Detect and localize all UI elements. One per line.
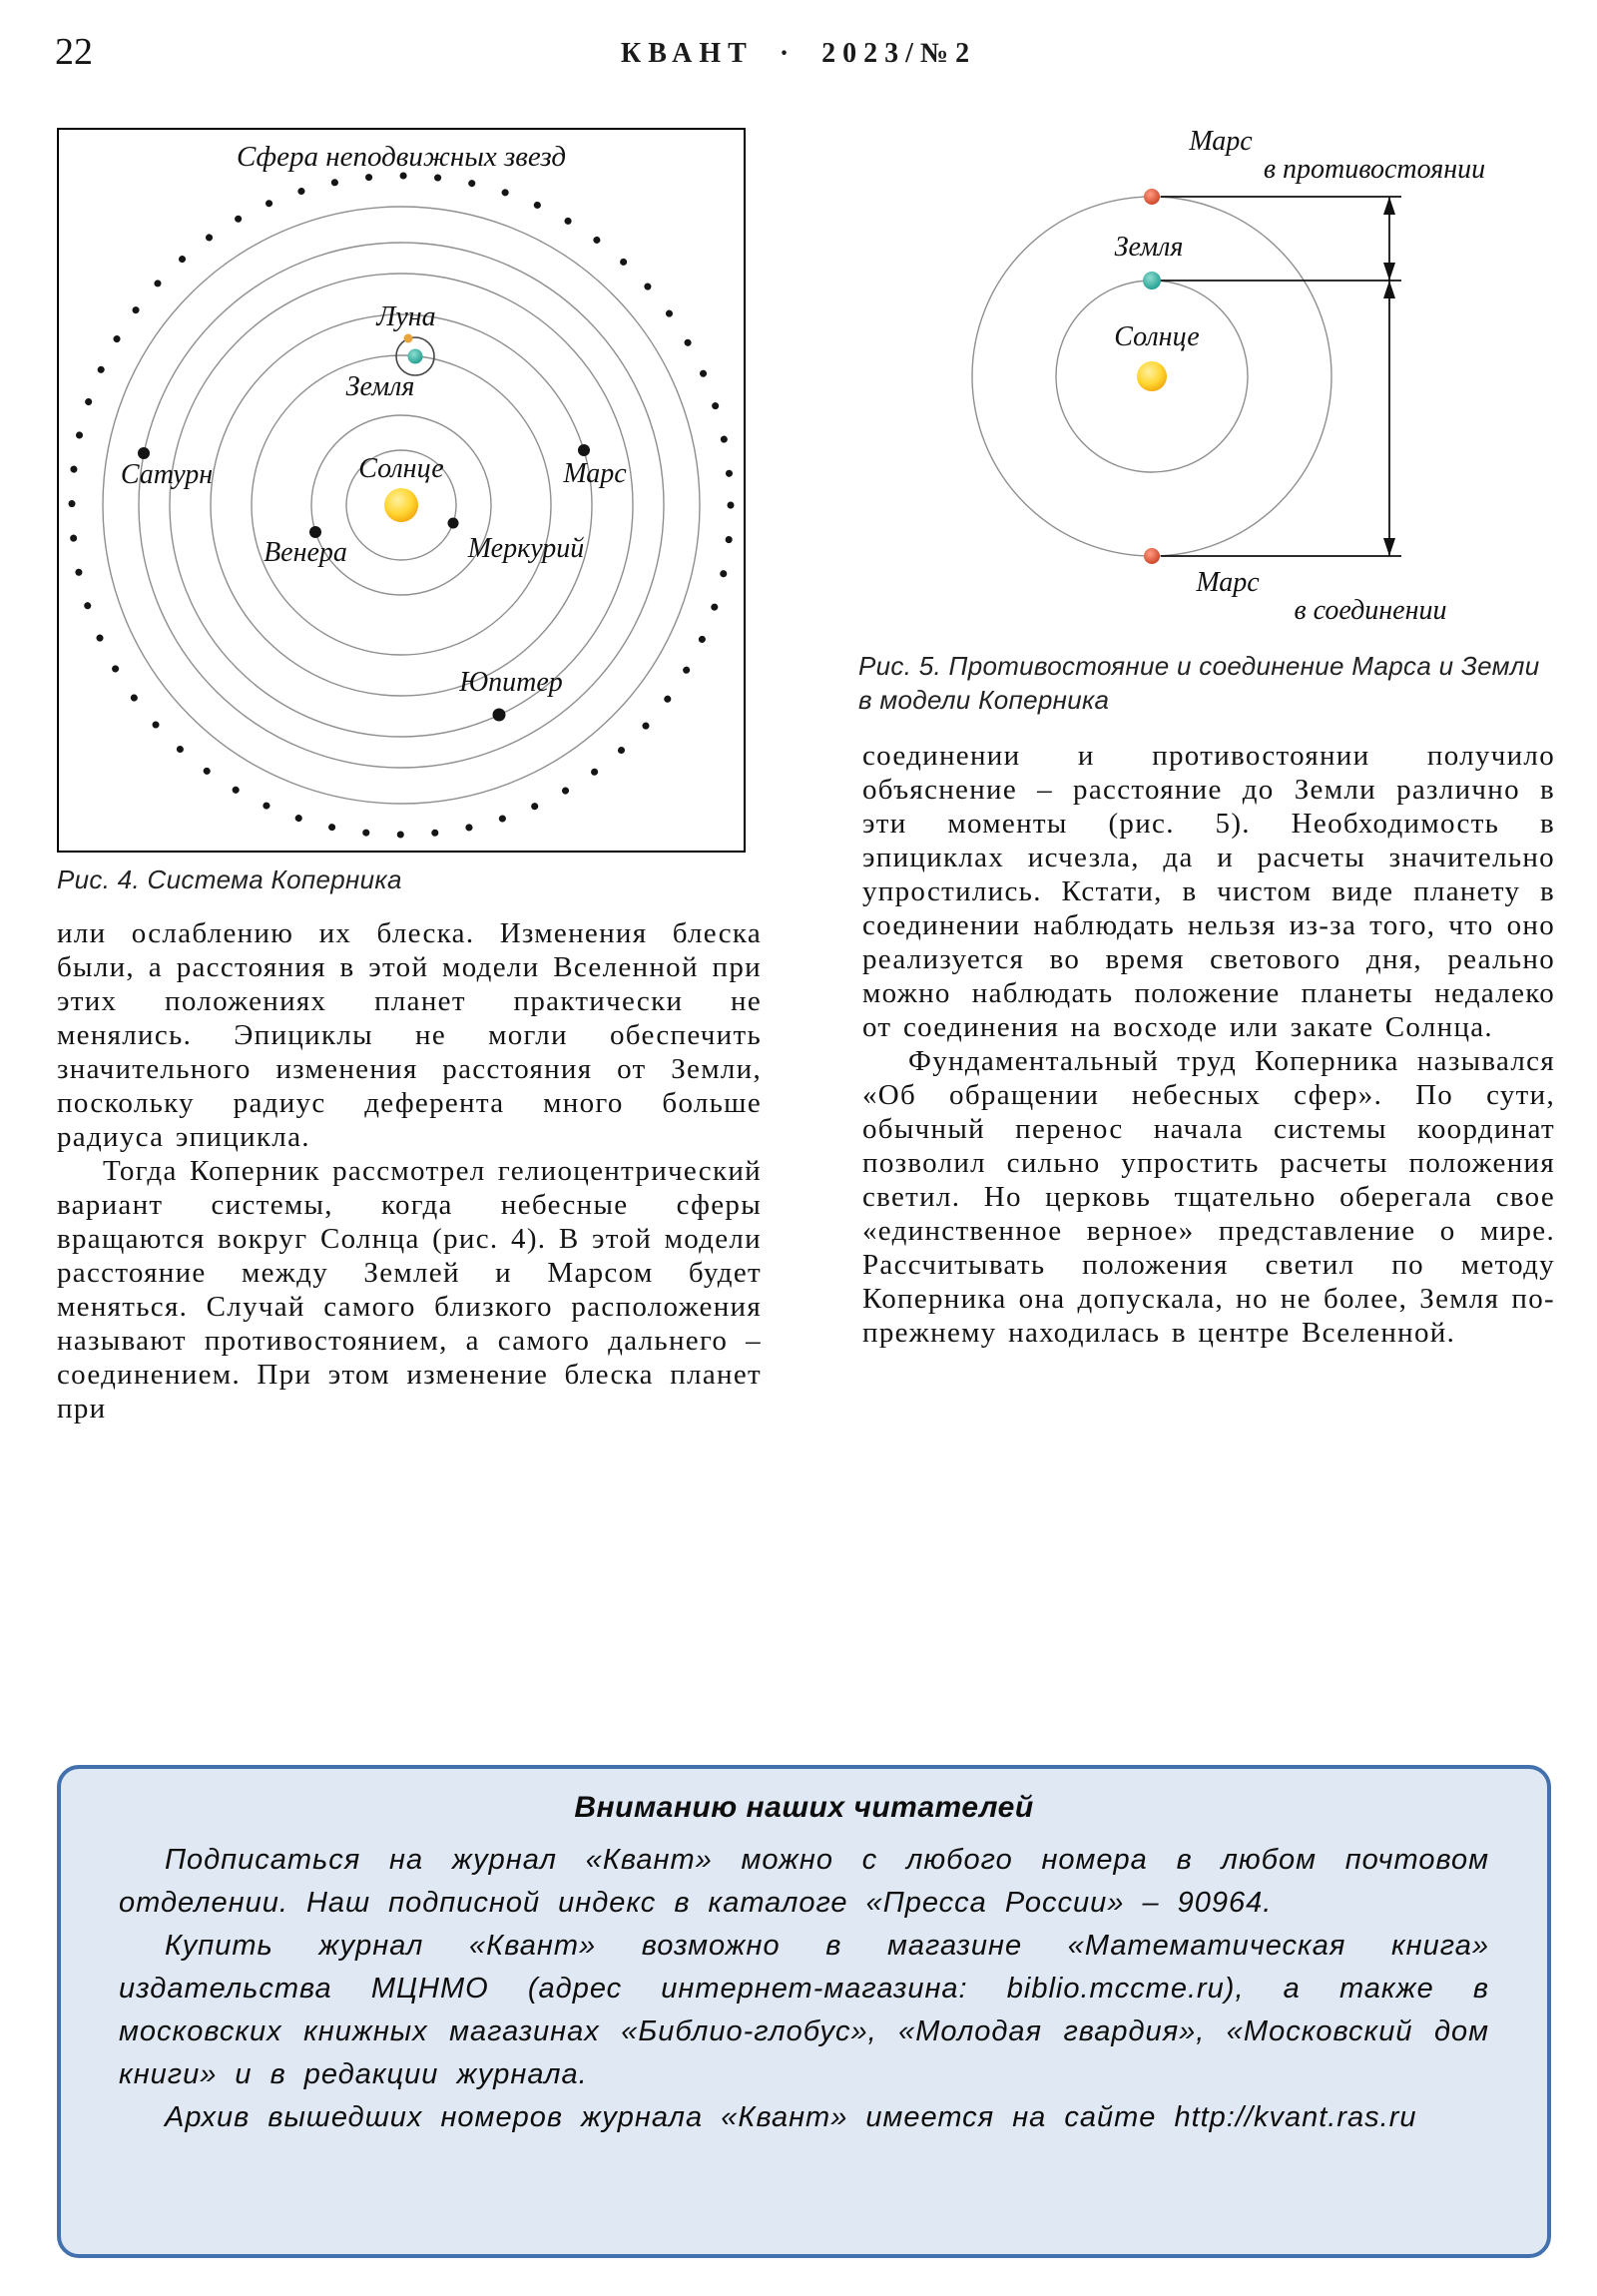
figure5-caption: Рис. 5. Противостояние и соединение Марса и Земли в модели Коперника — [858, 651, 1540, 715]
article-paragraph: соединении и противостоянии получило объяснение – расстояние до Земли различно в эти моменты (рис. 5). Необходимость в эпициклах исчезла, да и расчеты значительно упростились. Кстати, в чистом виде планету в соединении наблюдать нельзя из-за того, что оно реализуется во время светового дня, реально можно наблюдать положение планеты недалеко от соединения на восходе или закате Солнца. — [862, 740, 1555, 1043]
arrowhead-down-icon — [1383, 538, 1395, 556]
moon-dot — [404, 334, 413, 343]
header-separator-icon: · — [779, 38, 797, 69]
article-left-column — [57, 916, 762, 1426]
earth-icon — [1143, 272, 1161, 289]
copernican-system-diagram — [59, 130, 744, 851]
earth-label: Земля — [345, 371, 415, 402]
figure4-caption: Рис. 4. Система Коперника — [57, 864, 402, 894]
article-paragraph: Фундаментальный труд Коперника назывался «Об обращении небесных сфер». По сути, обычный перенос начала системы координат позволил сильно упростить расчеты положения светил. Но церковь тщательно оберегала свое «единственное верное» представление о мире. Рассчитывать положения светил по методу Коперника она допускала, но не более, Земля по-прежнему находилась в центре Вселенной. — [862, 1045, 1555, 1349]
readers-notice-box — [57, 1765, 1551, 2258]
arrowhead-up-icon — [1383, 281, 1395, 298]
venus-label: Венера — [264, 537, 347, 568]
sun-label: Солнце — [358, 453, 444, 484]
issue-number: 2023/№2 — [821, 38, 977, 69]
mars-dot — [578, 444, 590, 456]
mars-conjunction-label: Марс — [1196, 567, 1260, 598]
mars-opposition-dot — [1144, 189, 1160, 205]
moon-label: Луна — [376, 301, 436, 332]
mars-conjunction-sublabel: в соединении — [1294, 595, 1447, 626]
page-number: 22 — [55, 31, 93, 73]
mars-label: Марс — [563, 458, 627, 489]
notice-paragraph: Архив вышедших номеров журнала «Квант» имеется на сайте http://kvant.ras.ru — [165, 2101, 1417, 2133]
sun-icon — [1137, 361, 1167, 391]
mars-opposition-label: Марс — [1189, 126, 1253, 157]
fixed-stars-sphere-label: Сфера неподвижных звезд — [236, 141, 567, 173]
earth-icon — [408, 349, 423, 364]
arrowhead-down-icon — [1383, 263, 1395, 281]
mars-opposition-sublabel: в противостоянии — [1263, 154, 1486, 185]
journal-title: КВАНТ — [620, 38, 754, 69]
saturn-label: Сатурн — [120, 459, 214, 490]
article-paragraph: или ослаблению их блеска. Изменения блеска были, а расстояния в этой модели Вселенной при этих положениях планет практически не менялись. Эпициклы не могли обеспечить значительного изменения расстояния от Земли, поскольку радиус деферента много больше радиуса эпицикла. — [57, 917, 762, 1153]
jupiter-dot — [493, 709, 506, 722]
sun-icon — [384, 488, 418, 522]
arrowhead-up-icon — [1383, 197, 1395, 215]
mercury-label: Меркурий — [467, 533, 585, 564]
jupiter-label: Юпитер — [459, 667, 563, 698]
earth-label: Земля — [1114, 232, 1184, 263]
journal-header — [0, 38, 1597, 70]
figure-mars-opposition-conjunction — [938, 110, 1527, 649]
notice-paragraph: Подписаться на журнал «Квант» можно с любого номера в любом почтовом отделении. Наш подписной индекс в каталоге «Пресса России» – 90964. — [119, 1844, 1489, 1919]
mercury-dot — [448, 518, 459, 529]
mars-conjunction-dot — [1144, 548, 1160, 564]
notice-title: Вниманию наших читателей — [574, 1791, 1034, 1824]
article-paragraph: Тогда Коперник рассмотрел гелиоцентрический вариант системы, когда небесные сферы вращаются вокруг Солнца (рис. 4). В этой модели расстояние между Землей и Марсом будет меняться. Случай самого близкого расположения называют противостоянием, а самого дальнего – соединением. При этом изменение блеска планет при — [57, 1155, 762, 1425]
notice-paragraph: Купить журнал «Квант» возможно в магазине «Математическая книга» издательства МЦНМО (адрес интернет-магазина: biblio.mccme.ru), а также в московских книжных магазинах «Библио-глобус», «Молодая гвардия», «Московский дом книги» и в редакции журнала. — [119, 1930, 1489, 2090]
saturn-dot — [138, 447, 150, 459]
article-right-column — [862, 739, 1555, 1350]
mars-opposition-diagram — [938, 110, 1527, 649]
figure-copernican-system — [57, 128, 746, 853]
sun-label: Солнце — [1114, 321, 1200, 352]
